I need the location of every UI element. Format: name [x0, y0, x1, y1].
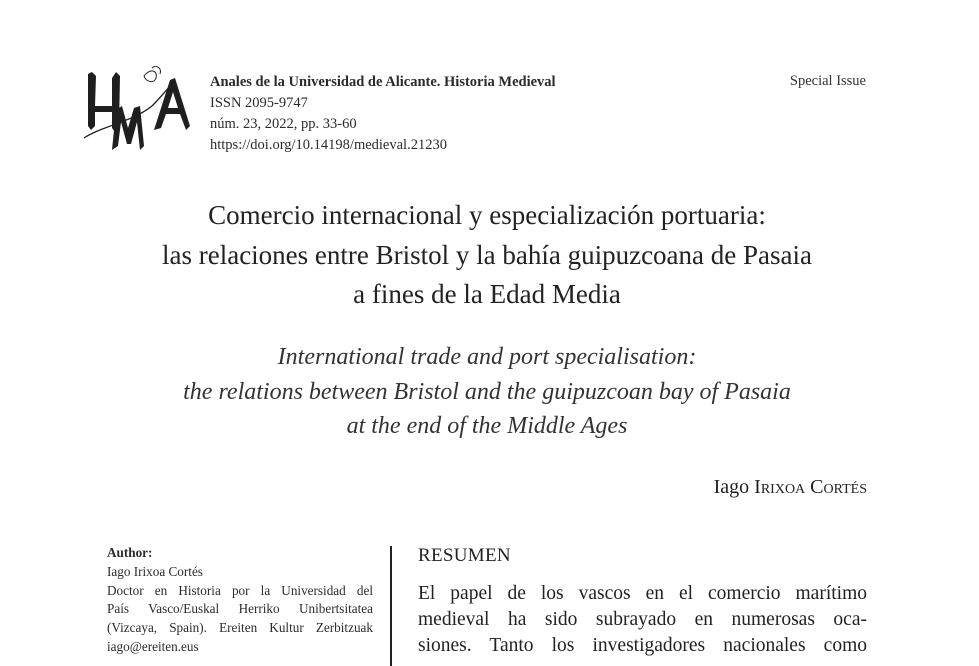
author-details: [107, 544, 373, 657]
resumen-line: siones. Tanto los investigadores nacionales como: [418, 635, 867, 656]
resumen-line: El papel de los vascos en el comercio marítimo: [418, 583, 867, 604]
journal-logo: [82, 66, 194, 152]
author-email[interactable]: iago@ereiten.eus: [107, 638, 199, 654]
title-es-line: a fines de la Edad Media: [353, 279, 621, 309]
issn: ISSN 2095-9747: [210, 95, 308, 111]
title-es-line: Comercio internacional y especialización portuaria:: [208, 200, 766, 230]
special-issue-label: Special Issue: [789, 73, 866, 89]
column-divider: [390, 546, 392, 666]
author-name: [714, 474, 867, 500]
issue-info: núm. 23, 2022, pp. 33-60: [210, 116, 357, 132]
author-last-name: Irixoa Cortés: [754, 476, 867, 498]
journal-info: [210, 72, 556, 156]
title-en-line: at the end of the Middle Ages: [346, 413, 628, 439]
author-detail-line: Iago Irixoa Cortés: [107, 563, 203, 579]
title-spanish: [96, 196, 878, 315]
author-detail-line: País Vasco/Euskal Herriko Unibertsitatea: [107, 601, 373, 617]
resumen-heading: RESUMEN: [418, 545, 511, 566]
title-en-line: the relations between Bristol and the guipuzcoan bay of Pasaia: [183, 378, 791, 405]
author-first-name: Iago: [713, 476, 750, 498]
author-detail-line: Doctor en Historia por la Universidad del: [107, 582, 373, 598]
title-english: [96, 340, 878, 444]
title-es-line: las relaciones entre Bristol y la bahía guipuzcoana de Pasaia: [161, 239, 812, 270]
author-label: Author:: [107, 545, 153, 560]
resumen-text: [418, 581, 867, 659]
author-detail-line: (Vizcaya, Spain). Ereiten Kultur Zerbitzuak: [107, 620, 373, 636]
journal-title: Anales de la Universidad de Alicante. Historia Medieval: [210, 74, 556, 90]
resumen-line: medieval ha sido subrayado en numerosas oca-: [418, 609, 867, 630]
title-en-line: International trade and port specialisation:: [277, 344, 697, 370]
doi-link[interactable]: https://doi.org/10.14198/medieval.21230: [210, 137, 447, 153]
